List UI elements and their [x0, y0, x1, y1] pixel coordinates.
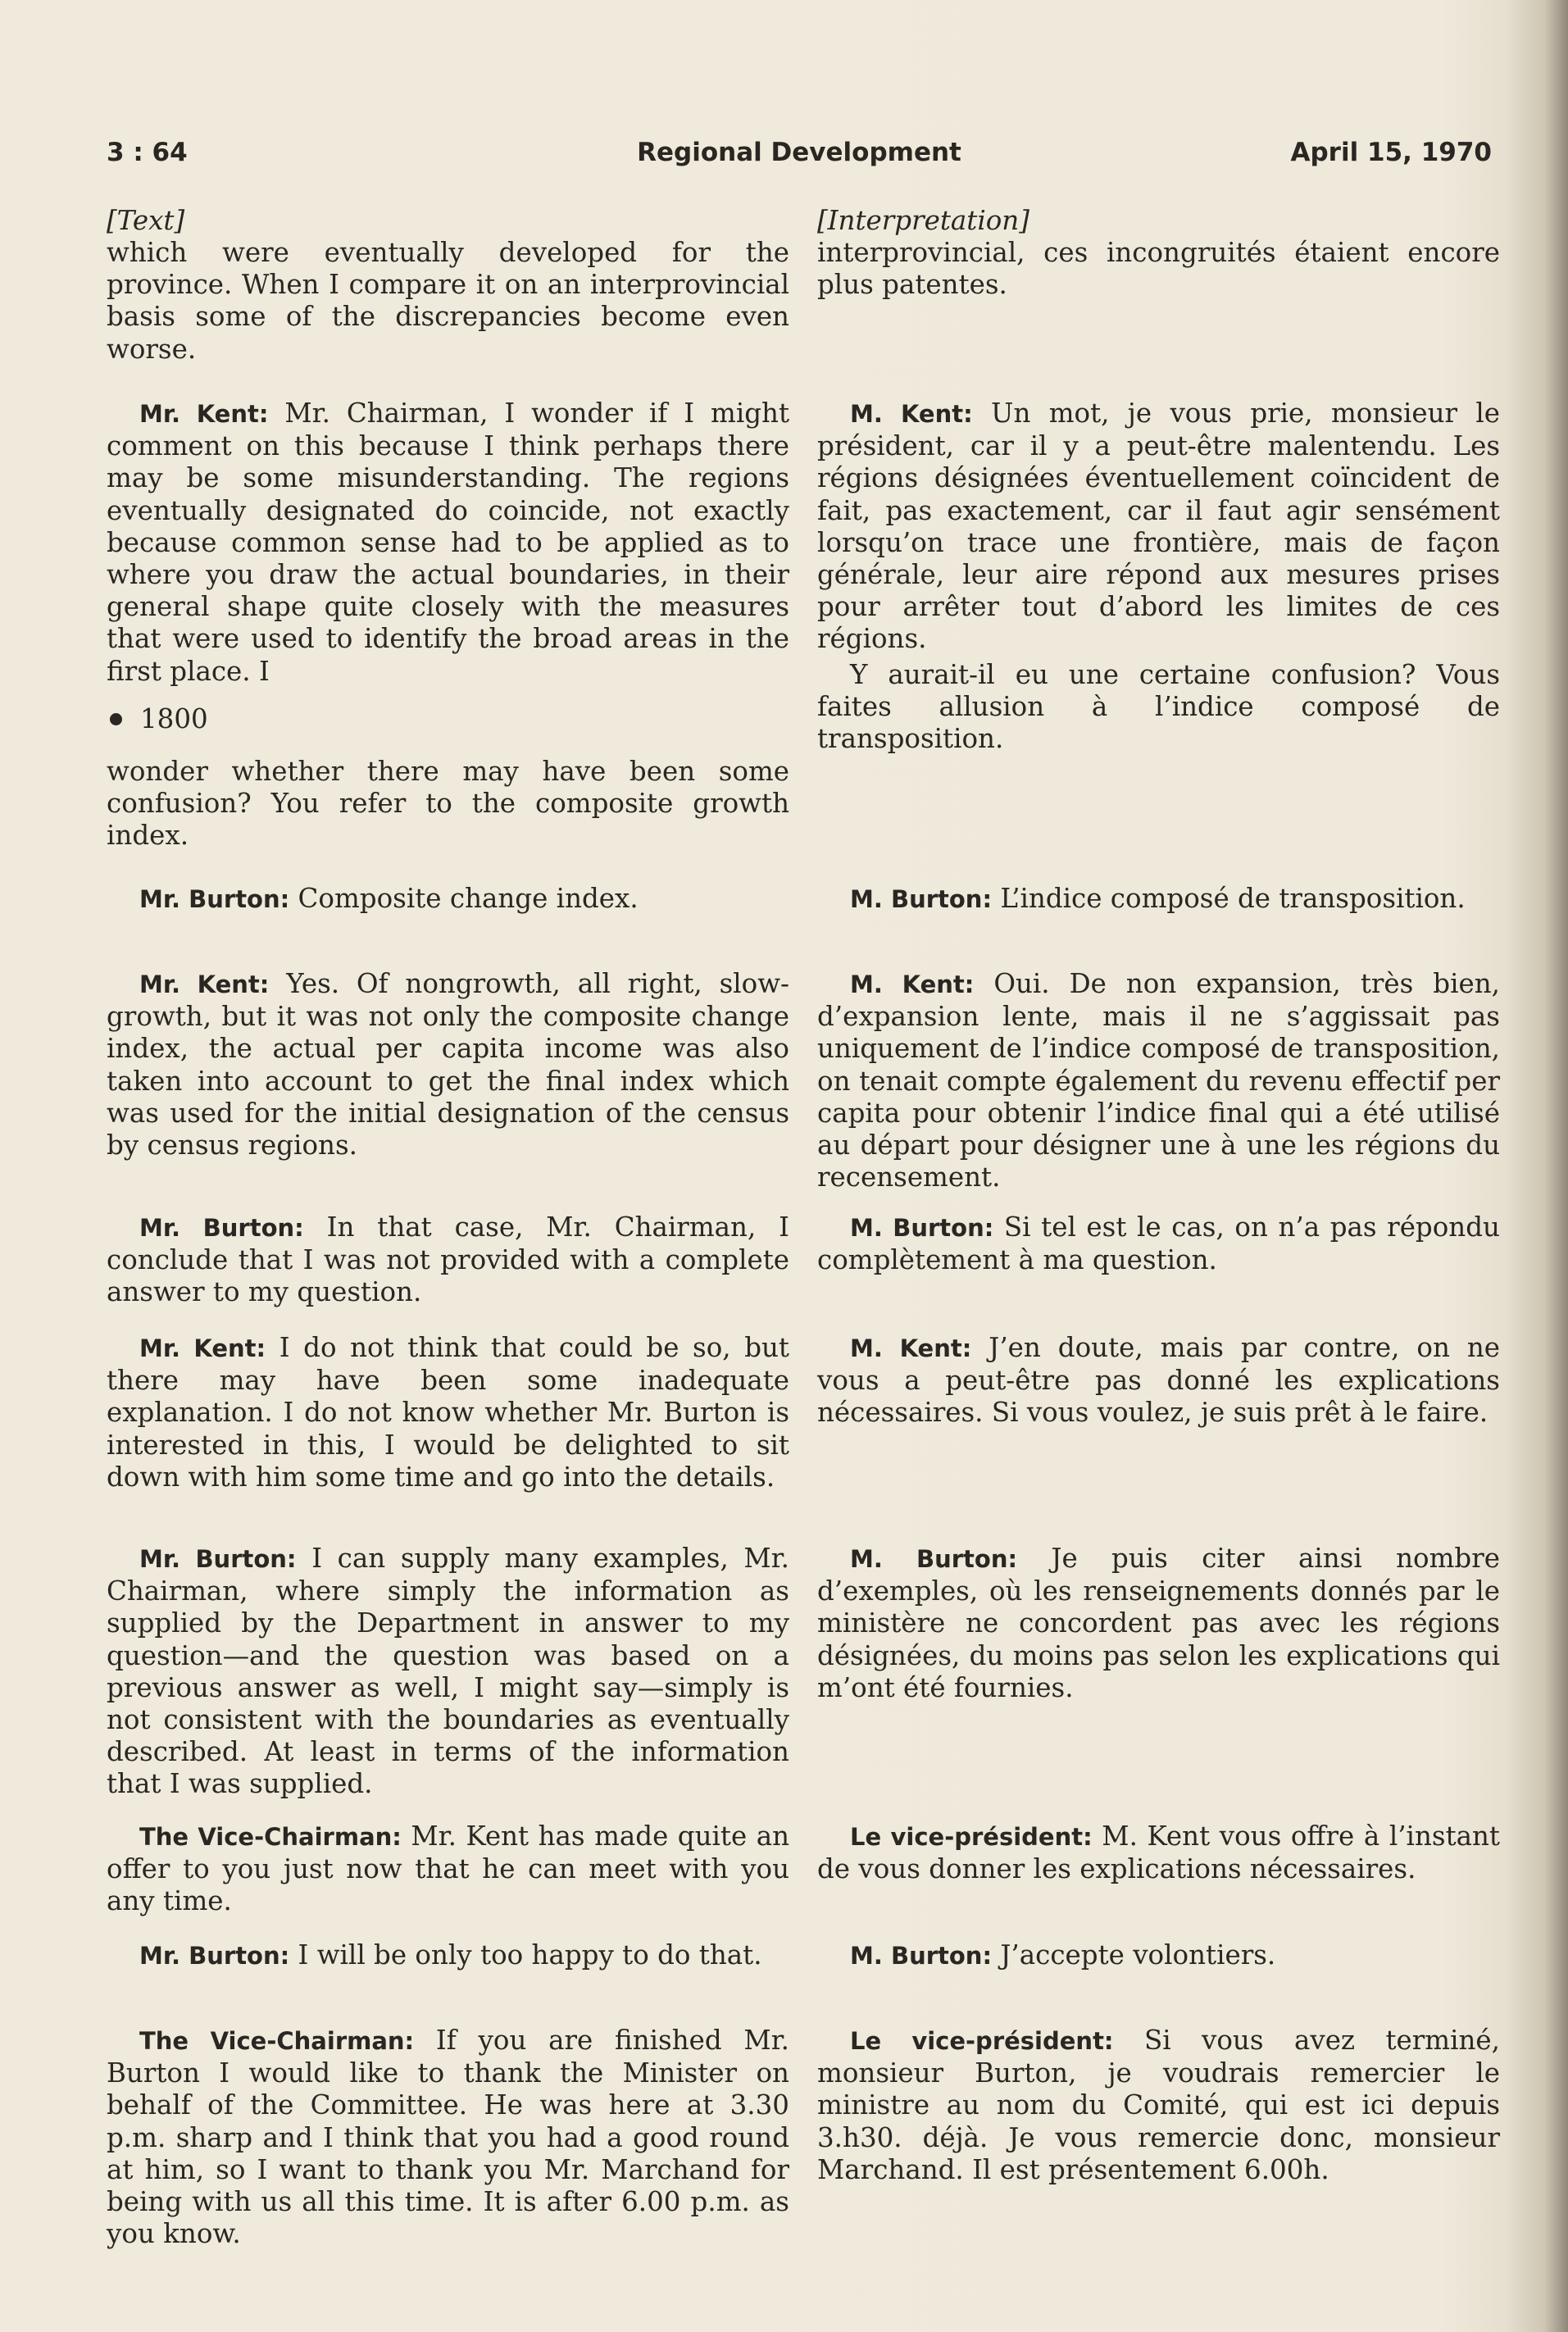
- speech-paragraph: [107, 398, 789, 688]
- speaker-name: Mr. Kent:: [139, 400, 269, 428]
- speaker-name: Mr. Burton:: [139, 1214, 304, 1242]
- speech-paragraph: [107, 2025, 789, 2250]
- speech-paragraph: [107, 1821, 789, 1918]
- column-heading: [Text]: [107, 205, 185, 236]
- speech-text: I do not think that could be so, but there may have been some inadequate explanation. I do not know whether Mr. Burton is interested in this, I would be delighted to sit down with him some time and go into the details.: [107, 1332, 789, 1493]
- time-marker-text: 1800: [140, 703, 208, 734]
- speech-paragraph: [817, 1211, 1500, 1276]
- speech-paragraph: [817, 1821, 1500, 1885]
- speech-paragraph: [817, 1332, 1500, 1430]
- speaker-name: Le vice-président:: [850, 1823, 1093, 1851]
- speech-text: Si tel est le cas, on n’a pas répondu complètement à ma question.: [817, 1211, 1500, 1276]
- speech-paragraph: [107, 1543, 789, 1801]
- bullet-icon: [110, 713, 122, 725]
- speaker-name: Mr. Burton:: [139, 885, 290, 913]
- speech-paragraph: [107, 1332, 789, 1493]
- speech-text: Mr. Chairman, I wonder if I might comment on this because I think perhaps there may be some misunderstanding. The regions eventually designated do coincide, not exactly because common sense had to be applied as to where you draw the actual boundaries, in their general shape quite closely with the measures that were used to identify the broad areas in the first place. I: [107, 398, 790, 687]
- speaker-name: Mr. Kent:: [139, 971, 270, 998]
- speech-text: I can supply many examples, Mr. Chairman, where simply the information as supplied by the Department in answer to my question—and the question was based on a previous answer as well, I might say—simply is not consistent with the boundaries as eventually described. At least in terms of the information that I was supplied.: [107, 1543, 789, 1800]
- paragraph: wonder whether there may have been some confusion? You refer to the composite growth index.: [107, 756, 789, 852]
- paragraph: which were eventually developed for the province. When I compare it on an interprovincial basis some of the discrepancies become even worse.: [107, 237, 789, 365]
- speech-paragraph: [817, 1939, 1500, 1972]
- speaker-name: The Vice-Chairman:: [139, 1823, 402, 1851]
- speech-text: If you are finished Mr. Burton I would like to thank the Minister on behalf of the Committee. He was here at 3.30 p.m. sharp and I think that you had a good round at him, so I want to thank you Mr. Marchand for being with us all this time. It is after 6.00 p.m. as you know.: [107, 2025, 790, 2250]
- speaker-name: M. Kent:: [850, 1334, 972, 1362]
- speech-text: Un mot, je vous prie, monsieur le président, car il y a peut-être malentendu. Les régions désignées éventuellement coïncident de fait, pas exactement, car il faut agir sensément lorsqu’on trace une frontière, mais de façon générale, leur aire répond aux mesures prises pour arrêter tout d’abord les limites de ces régions.: [817, 398, 1500, 655]
- speech-text: J’accepte volontiers.: [992, 1939, 1276, 1971]
- speaker-name: The Vice-Chairman:: [139, 2027, 415, 2055]
- paragraph: Y aurait-il eu une certaine confusion? Vous faites allusion à l’indice composé de transposition.: [817, 659, 1500, 755]
- speech-paragraph: [817, 2025, 1500, 2186]
- speaker-name: Le vice-président:: [850, 2027, 1114, 2055]
- speech-text: Yes. Of nongrowth, all right, slow-growth, but it was not only the composite change index, the actual per capita income was also taken into account to get the final index which was used for the initial designation of the census by census regions.: [107, 968, 790, 1161]
- speech-text: In that case, Mr. Chairman, I conclude that I was not provided with a complete answer to my question.: [107, 1211, 789, 1308]
- speech-paragraph: [817, 883, 1500, 916]
- speaker-name: M. Burton:: [850, 1545, 1018, 1573]
- speech-text: Composite change index.: [289, 883, 639, 914]
- paragraph: interprovincial, ces incongruités étaient encore plus patentes.: [817, 237, 1500, 301]
- speech-paragraph: [107, 968, 789, 1161]
- speaker-name: M. Kent:: [850, 400, 973, 428]
- speaker-name: Mr. Burton:: [139, 1545, 297, 1573]
- speech-paragraph: [107, 1939, 789, 1972]
- speech-paragraph: [107, 1211, 789, 1309]
- publication-title: Regional Development: [637, 138, 961, 167]
- page-number: 3 : 64: [107, 138, 188, 167]
- page-header: [107, 138, 1492, 170]
- speech-text: Si vous avez terminé, monsieur Burton, je voudrais remercier le ministre au nom du Comité, qui est ici depuis 3.h30. déjà. Je vous remercie donc, monsieur Marchand. Il est présentement 6.00h.: [817, 2025, 1500, 2185]
- speaker-name: Mr. Burton:: [139, 1942, 290, 1970]
- speaker-name: M. Burton:: [850, 1942, 993, 1970]
- speech-paragraph: [107, 883, 789, 916]
- speech-text: Oui. De non expansion, très bien, d’expansion lente, mais il ne s’aggissait pas uniquement de l’indice composé de transposition, on tenait compte également du revenu effectif per capita pour obtenir l’indice final qui a été utilisé au départ pour désigner une à une les régions du recensement.: [817, 968, 1500, 1193]
- speech-text: Mr. Kent has made quite an offer to you just now that he can meet with you any time.: [107, 1821, 790, 1917]
- speech-paragraph: [817, 398, 1500, 656]
- issue-date: April 15, 1970: [1290, 138, 1492, 167]
- speech-paragraph: [817, 968, 1500, 1193]
- speech-text: Je puis citer ainsi nombre d’exemples, où les renseignements donnés par le ministère ne concordent pas avec les régions désignées, du moins pas selon les explications qui m’ont été fournies.: [817, 1543, 1500, 1703]
- speaker-name: M. Kent:: [850, 971, 975, 998]
- speech-text: I will be only too happy to do that.: [289, 1939, 762, 1971]
- time-marker: [107, 703, 789, 735]
- speaker-name: Mr. Kent:: [139, 1334, 266, 1362]
- speaker-name: M. Burton:: [850, 885, 993, 913]
- speech-text: M. Kent vous offre à l’instant de vous donner les explications nécessaires.: [817, 1821, 1500, 1885]
- speech-text: J’en doute, mais par contre, on ne vous a peut-être pas donné les explications nécessaires. Si vous voulez, je suis prêt à le faire.: [817, 1332, 1500, 1429]
- speaker-name: M. Burton:: [850, 1214, 994, 1242]
- speech-text: L’indice composé de transposition.: [992, 883, 1466, 914]
- speech-paragraph: [817, 1543, 1500, 1704]
- column-heading: [Interpretation]: [817, 205, 1029, 236]
